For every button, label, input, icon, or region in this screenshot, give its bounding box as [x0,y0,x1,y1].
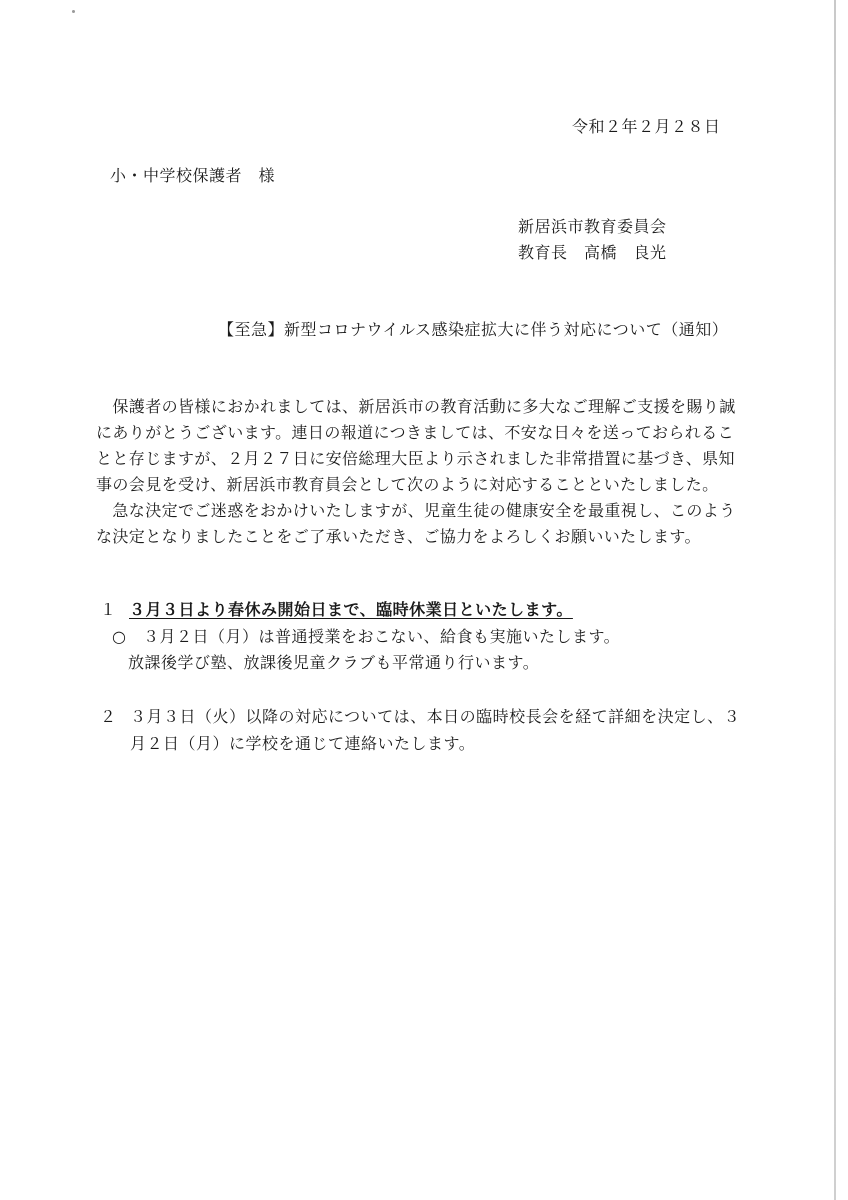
sender-organization: 新居浜市教育委員会 [518,217,667,236]
scan-speck [72,10,75,13]
body-paragraph-1: 保護者の皆様におかれましては、新居浜市の教育活動に多大なご理解ご支援を賜り誠にありがとうございます。連日の報道につきましては、不安な日々を送っておられることと存じますが、２月２７日に安倍総理大臣より示されました非常措置に基づき、県知事の会見を受け、新居浜市教育員会として次のように対応することといたしました。 [96,397,736,494]
item-1-text: ３月３日より春休み開始日まで、臨時休業日といたします。 [129,600,573,619]
item-2-text: ３月３日（火）以降の対応については、本日の臨時校長会を経て詳細を決定し、３ [130,707,741,726]
document-date: 令和２年２月２８日 [572,117,721,136]
item-2-continuation: 月２日（月）に学校を通じて連絡いたします。 [130,734,476,753]
sender-person: 教育長 高橋 良光 [518,243,667,262]
item-1-sub-2: 放課後学び塾、放課後児童クラブも平常通り行います。 [128,653,540,672]
scan-edge-line [834,0,836,1200]
document-title: 【至急】新型コロナウイルス感染症拡大に伴う対応について（通知） [218,320,729,339]
item-1-number: １ [100,600,117,619]
recipient: 小・中学校保護者 様 [110,166,276,185]
item-2-number: ２ [100,707,117,726]
body-paragraph-2: 急な決定でご迷惑をおかけいたしますが、児童生徒の健康安全を最重視し、このような決定となりましたことをご了承いただき、ご協力をよろしくお願いいたします。 [96,501,736,546]
item-1-sub-1: ○ ３月２日（月）は普通授業をおこない、給食も実施いたします。 [112,627,621,646]
